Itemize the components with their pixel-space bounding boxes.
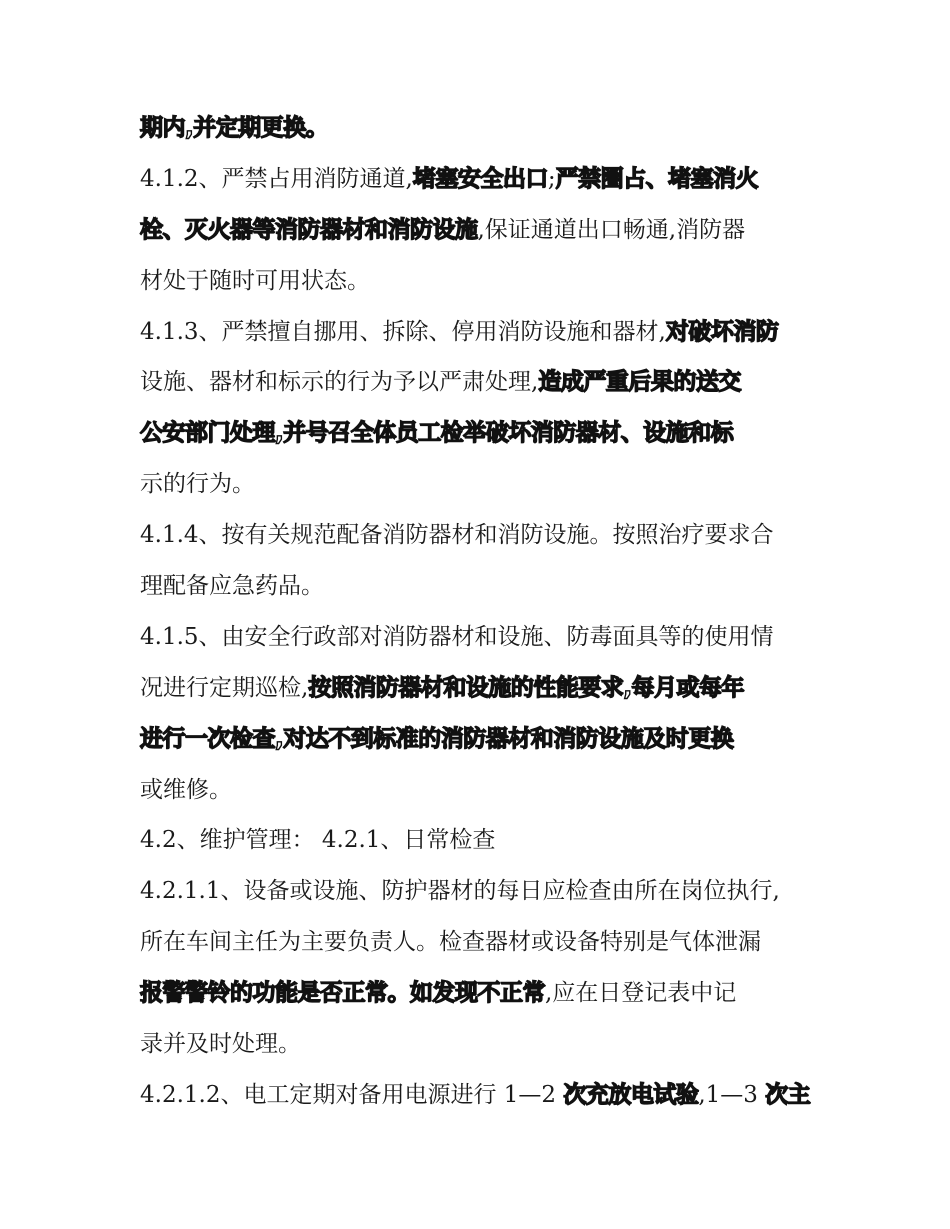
text-line <box>140 917 820 968</box>
text-line <box>140 866 820 917</box>
text-line <box>140 307 820 358</box>
text-line <box>140 154 820 205</box>
text-line <box>140 663 820 714</box>
outlined-text-segment: 期内,并定期更换。 <box>140 115 329 141</box>
text-segment: 况进行定期巡检, <box>140 674 309 701</box>
text-line <box>140 765 820 816</box>
text-segment: ; <box>547 165 556 192</box>
outlined-text-segment: 次充放电试验 <box>563 1081 699 1108</box>
outlined-text-segment: 报警警铃的功能是否正常。如发现不正常 <box>140 980 545 1007</box>
outlined-text-segment: 严禁圈占、堵塞消火 <box>555 165 759 192</box>
text-segment: 4.1.5、由安全行政部对消防器材和设施、防毒面具等的使用情 <box>140 623 774 650</box>
text-segment: 示的行为。 <box>140 471 255 498</box>
text-line <box>140 408 820 459</box>
text-segment: 4.2.1.1、设备或设施、防护器材的每日应检查由所在岗位执行, <box>140 878 780 905</box>
text-segment: 4.2、维护管理： 4.2.1、日常检查 <box>140 827 496 854</box>
outlined-text-segment: 次主 <box>765 1081 811 1108</box>
text-line <box>140 1019 820 1070</box>
text-line <box>140 256 820 307</box>
text-line <box>140 968 820 1019</box>
text-segment: 理配备应急药品。 <box>140 573 324 600</box>
text-line <box>140 103 820 154</box>
text-segment: 4.1.2、严禁占用消防通道, <box>140 165 413 192</box>
text-segment: 材处于随时可用状态。 <box>140 267 370 294</box>
text-segment: 4.1.4、按有关规范配备消防器材和消防设施。按照治疗要求合 <box>140 522 774 549</box>
text-line <box>140 612 820 663</box>
text-segment: ,保证通道出口畅通,消防器 <box>477 216 746 243</box>
text-segment: 或维修。 <box>140 776 232 803</box>
outlined-text-segment: 进行一次检查,对达不到标准的消防器材和消防设施及时更换 <box>140 725 734 752</box>
outlined-text-segment: 造成严重后果的送交 <box>538 369 741 396</box>
text-segment: 设施、器材和标示的行为予以严肃处理, <box>140 369 539 396</box>
text-line <box>140 357 820 408</box>
outlined-text-segment: 对破坏消防 <box>665 318 779 345</box>
text-segment: 4.2.1.2、电工定期对备用电源进行 1—2 <box>140 1081 564 1108</box>
text-line <box>140 459 820 510</box>
text-line <box>140 510 820 561</box>
text-segment: ,1—3 <box>698 1081 766 1108</box>
text-segment: ,应在日登记表中记 <box>545 980 737 1007</box>
document-body <box>140 103 820 1121</box>
outlined-text-segment: 栓、灭火器等消防器材和消防设施 <box>140 216 478 243</box>
text-line <box>140 815 820 866</box>
text-segment: 4.1.3、严禁擅自挪用、拆除、停用消防设施和器材, <box>140 318 666 345</box>
text-segment: 录并及时处理。 <box>140 1031 301 1058</box>
outlined-text-segment: 按照消防器材和设施的性能要求,每月或每年 <box>308 674 745 701</box>
text-line <box>140 1070 820 1121</box>
text-segment: 所在车间主任为主要负责人。检查器材或设备特别是气体泄漏 <box>140 929 761 956</box>
outlined-text-segment: 堵塞安全出口 <box>412 165 548 192</box>
text-line <box>140 205 820 256</box>
text-line <box>140 714 820 765</box>
text-line <box>140 561 820 612</box>
outlined-text-segment: 公安部门处理,并号召全体员工检举破坏消防器材、设施和标 <box>140 420 734 447</box>
